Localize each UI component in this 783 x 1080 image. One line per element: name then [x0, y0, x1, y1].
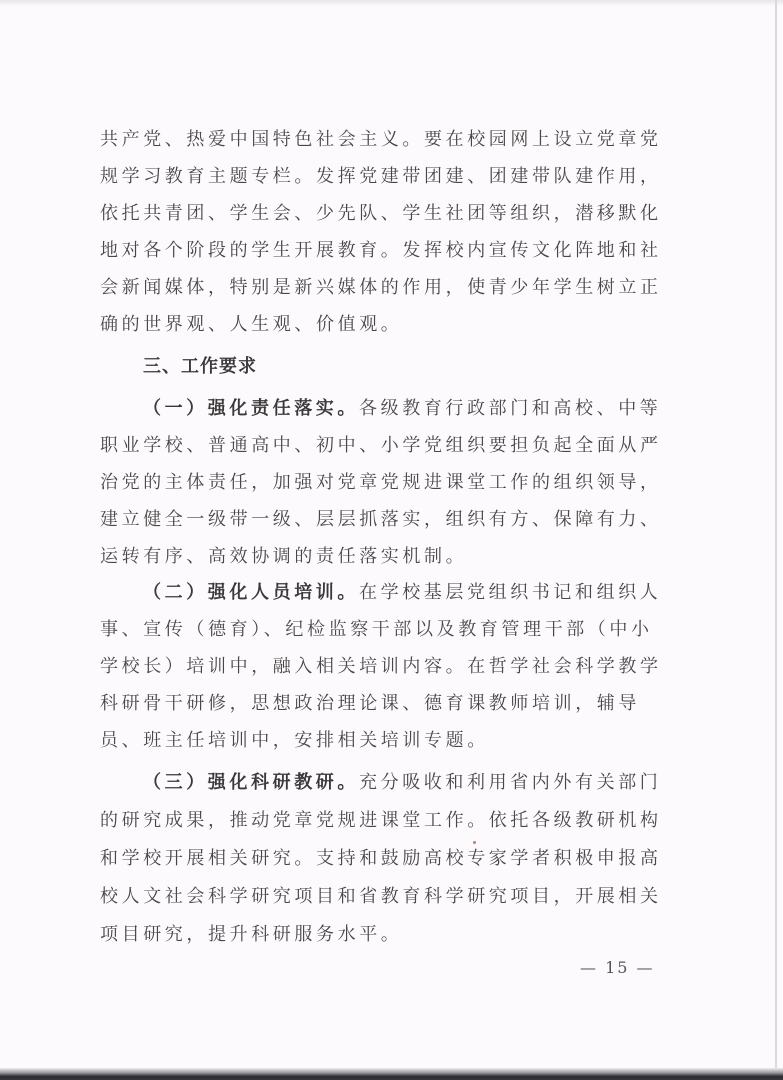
section-heading: 三、工作要求 — [143, 356, 257, 377]
text-line: 的研究成果，推动党章党规进课堂工作。依托各级教研机构 — [100, 810, 662, 831]
text-line: 依托共青团、学生会、少先队、学生社团等组织，潜移默化 — [100, 203, 662, 224]
text-line: 共产党、热爱中国特色社会主义。要在校园网上设立党章党 — [100, 129, 662, 150]
text-run: 在学校基层党组织书记和组织人 — [359, 582, 662, 603]
text-line: 和学校开展相关研究。支持和鼓励高校专家学者积极申报高 — [100, 848, 662, 869]
subsection-title: （三）强化科研教研。 — [143, 772, 359, 793]
text-run: 各级教育行政部门和高校、中等 — [359, 398, 662, 419]
text-line: 事、宣传（德育）、纪检监察干部以及教育管理干部（中小 — [100, 619, 653, 640]
page-number: — 15 — — [580, 958, 655, 977]
text-line: 会新闻媒体，特别是新兴媒体的作用，使青少年学生树立正 — [100, 277, 662, 298]
text-line: 职业学校、普通高中、初中、小学党组织要担负起全面从严 — [100, 435, 662, 456]
text-line: 校人文社会科学研究项目和省教育科学研究项目，开展相关 — [100, 886, 662, 907]
text-line — [143, 394, 713, 424]
text-line: 规学习教育主题专栏。发挥党建带团建、团建带队建作用， — [100, 166, 662, 187]
scan-right-edge — [775, 0, 777, 1072]
subsection-title: （二）强化人员培训。 — [143, 582, 359, 603]
text-line: 员、班主任培训中，安排相关培训专题。 — [100, 730, 489, 751]
text-line: 科研骨干研修，思想政治理论课、德育课教师培训，辅导 — [100, 693, 640, 714]
text-line: 项目研究，提升科研服务水平。 — [100, 924, 403, 945]
scan-speck — [473, 841, 476, 844]
text-line: 地对各个阶段的学生开展教育。发挥校内宣传文化阵地和社 — [100, 240, 662, 261]
scan-top-edge — [0, 0, 783, 6]
text-line: 建立健全一级带一级、层层抓落实，组织有方、保障有力、 — [100, 509, 662, 530]
text-line: 运转有序、高效协调的责任落实机制。 — [100, 546, 468, 567]
text-line: 治党的主体责任，加强对党章党规进课堂工作的组织领导， — [100, 472, 662, 493]
text-line — [143, 578, 713, 608]
text-line: 学校长）培训中，融入相关培训内容。在哲学社会科学教学 — [100, 656, 662, 677]
scan-bottom-edge — [0, 1068, 783, 1080]
subsection-title: （一）强化责任落实。 — [143, 398, 359, 419]
text-run: 充分吸收和利用省内外有关部门 — [359, 772, 662, 793]
text-line: 确的世界观、人生观、价值观。 — [100, 314, 403, 335]
text-line — [143, 768, 713, 798]
